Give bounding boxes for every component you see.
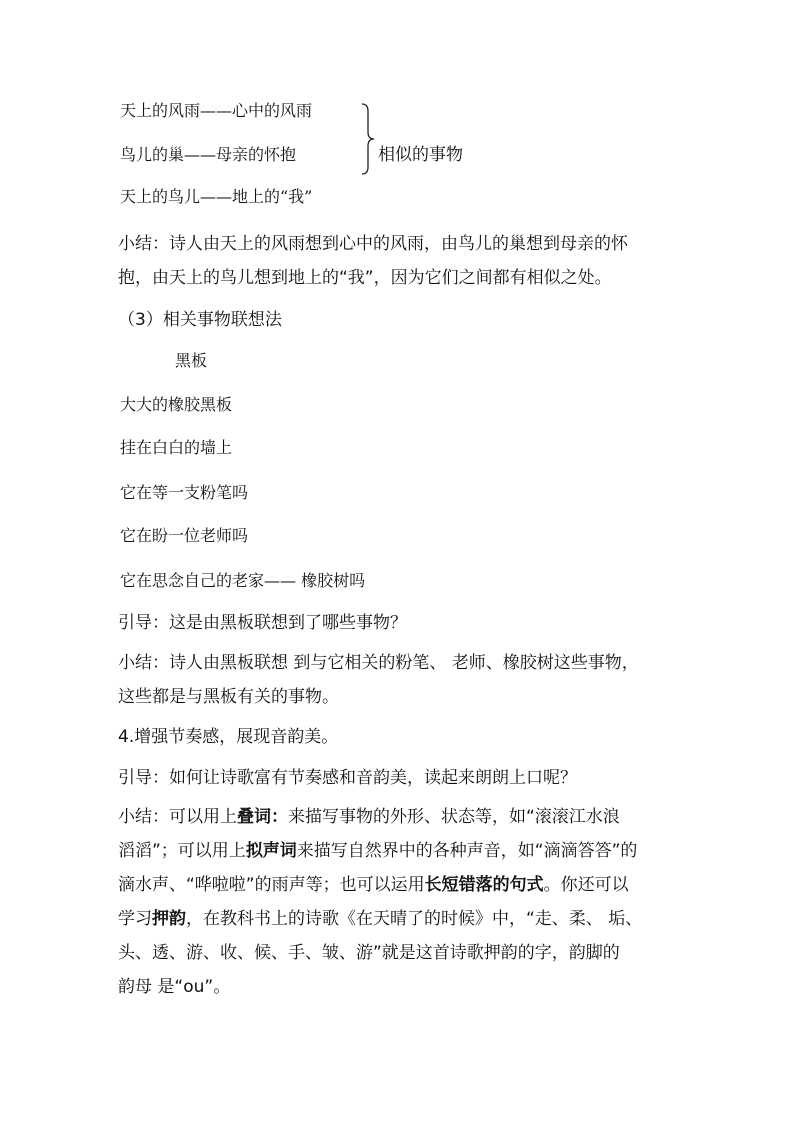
poem-line-2: 挂在白白的墙上	[120, 438, 233, 457]
section-4-title: 4.增强节奏感，展现音韵美。	[118, 727, 339, 747]
guide-2: 引导：如何让诗歌富有节奏感和音韵美，读起来朗朗上口呢？	[118, 768, 577, 788]
analogy-pair-2: 鸟儿的巢——母亲的怀抱	[120, 145, 297, 164]
summary-3-line-2	[118, 840, 637, 862]
summary-1-line-2: 抱，由天上的鸟儿想到地上的“我”，因为它们之间都有相似之处。	[118, 268, 612, 288]
poem-line-1: 大大的橡胶黑板	[120, 395, 233, 414]
poem-title: 黑板	[175, 351, 208, 370]
poem-line-5: 它在思念自己的老家—— 橡胶树吗	[120, 571, 366, 590]
keyword-varied-sentences: 长短错落的句式	[424, 875, 544, 895]
summary-3-text: 学习	[118, 909, 152, 929]
keyword-reduplication: 叠词：	[237, 807, 288, 827]
summary-3-text: 滴水声、“哗啦啦”的雨声等；也可以运用	[118, 875, 425, 895]
poem-line-4: 它在盼一位老师吗	[120, 526, 249, 545]
analogy-pair-3: 天上的鸟儿——地上的“我”	[120, 187, 313, 206]
section-3-title: （3）相关事物联想法	[118, 310, 282, 330]
summary-2-line-2: 这些都是与黑板有关的事物。	[118, 687, 339, 707]
keyword-rhyme: 押韵	[152, 909, 186, 929]
analogy-label: 相似的事物	[378, 145, 463, 165]
summary-3-line-4	[118, 908, 642, 930]
summary-3-line-5: 头、透、游、收、候、手、皱、游”就是这首诗歌押韵的字，韵脚的	[118, 943, 620, 963]
summary-3-text: 来描写自然界中的各种声音，如“滴滴答答”的	[296, 841, 638, 861]
guide-1: 引导：这是由黑板联想到了哪些事物？	[118, 613, 407, 633]
summary-3-line-3	[118, 874, 629, 896]
analogy-pair-1: 天上的风雨——心中的风雨	[120, 101, 313, 120]
summary-1-line-1: 小结：诗人由天上的风雨想到心中的风雨，由鸟儿的巢想到母亲的怀	[118, 234, 628, 254]
summary-3-text: 来描写事物的外形、状态等，如“滚滚江水浪	[288, 807, 620, 827]
right-brace-icon	[361, 103, 375, 175]
summary-3-text: 滔滔”；可以用上	[118, 841, 246, 861]
summary-3-line-6: 韵母 是“ou”。	[118, 977, 231, 997]
summary-2-line-1: 小结：诗人由黑板联想 到与它相关的粉笔、 老师、橡胶树这些事物，	[118, 653, 639, 673]
summary-3-text: 小结：可以用上	[118, 807, 237, 827]
summary-3-text: 。你还可以	[543, 875, 629, 895]
keyword-onomatopoeia: 拟声词	[245, 841, 297, 861]
summary-3-text: ，在教科书上的诗歌《在天晴了的时候》中，“走、柔、 垢、	[186, 909, 643, 929]
poem-line-3: 它在等一支粉笔吗	[120, 483, 249, 502]
summary-3-line-1	[118, 806, 620, 828]
